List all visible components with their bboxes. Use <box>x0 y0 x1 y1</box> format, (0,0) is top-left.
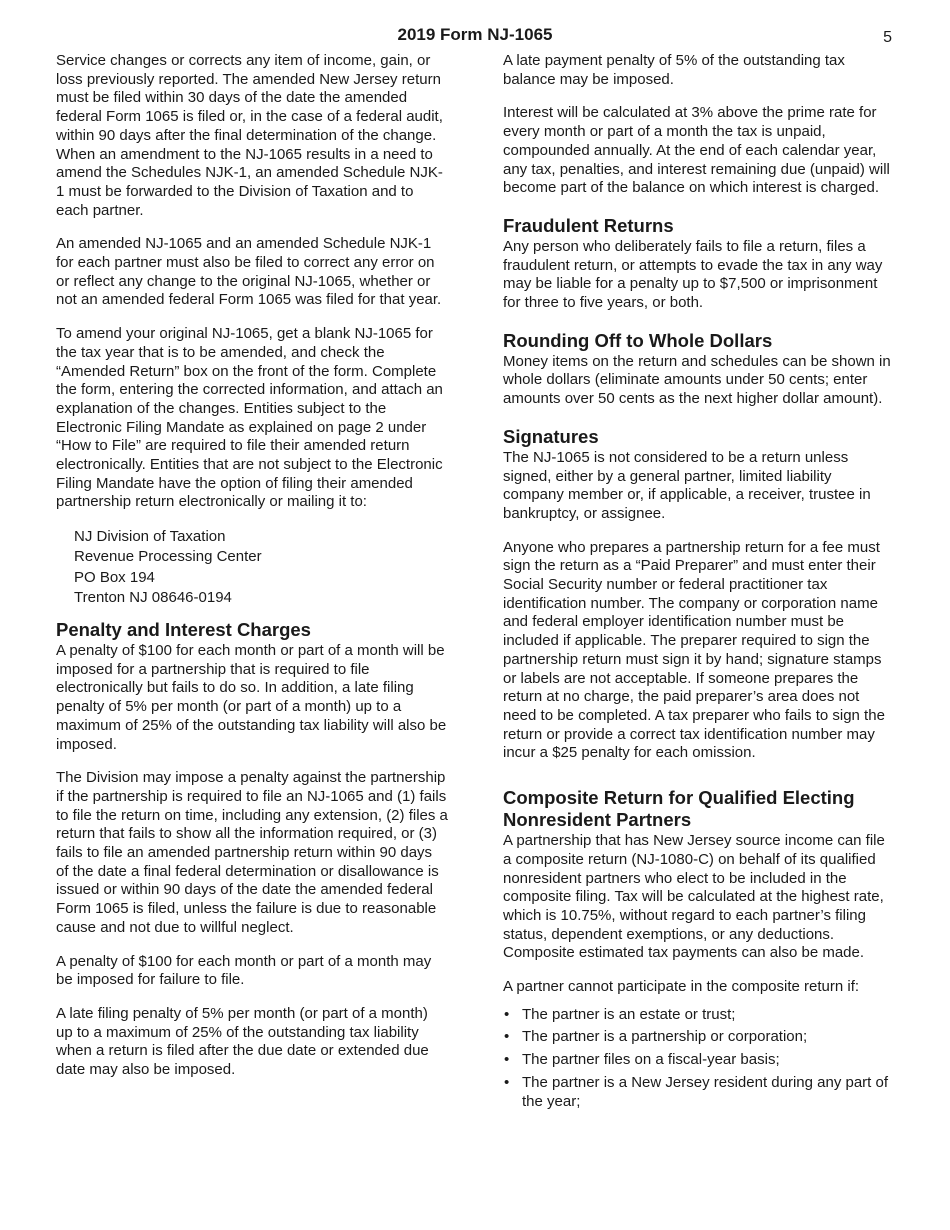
mailing-address <box>74 527 448 608</box>
paragraph-failure-to-file: A penalty of $100 for each month or part of a month may be imposed for failure to file. <box>56 952 432 989</box>
page-title: 2019 Form NJ-1065 <box>397 25 553 44</box>
paragraph-electronic-penalty: A penalty of $100 for each month or part of a month will be imposed for a partnership that is required to file electronically but fails to do so. In addition, a late filing penalty of 5% per month (or part of a month) up to a maximum of 25% of the outstanding tax liability will also be imposed. <box>56 641 447 753</box>
section-heading-composite: Composite Return for Qualified Electing Nonresident Partners <box>503 787 855 831</box>
paragraph-paid-preparer: Anyone who prepares a partnership return for a fee must sign the return as a “Paid Preparer” and must enter their Social Security number or federal practitioner tax identification number. The company or corporation name and federal employer identification number must be included if applicable. The preparer required to sign the partnership return must sign it by hand; signature stamps or labels are not acceptable. If someone prepares the return at no charge, the paid preparer’s area does not need to be completed. A tax preparer who fails to sign the return or provide a correct tax identification number may incur a $25 penalty for each omission. <box>503 538 885 762</box>
list-item: • The partner is a New Jersey resident during any part of the year; <box>503 1074 895 1111</box>
list-item: • The partner files on a fiscal-year basis; <box>503 1051 895 1070</box>
paragraph-composite: A partnership that has New Jersey source income can file a composite return (NJ-1080-C) on behalf of its qualified nonresident partners who elect to be included in the composite filing. Tax will be calculated at the highest rate, which is 10.75%, without regard to each partner’s filing status, dependent exemptions, or any deductions. Composite estimated tax payments can also be made. <box>503 832 885 962</box>
paragraph-late-filing-penalty: A late filing penalty of 5% per month (or part of a month) up to a maximum of 25% of the outstanding tax liability when a return is filed after the due date or extended due date may also be imposed. <box>56 1004 429 1079</box>
list-item: • The partner is a partnership or corporation; <box>503 1028 895 1047</box>
paragraph-division-penalty: The Division may impose a penalty against the partnership if the partnership is required to file an NJ-1065 and (1) fails to file the return on time, including any extension, (2) files a return that fails to show all the information required, or (3) fails to file an amended partnership return within 90 days of the date a final federal determination or disallowance is issued or within 90 days of the date the amended federal Form 1065 is filed, unless the failure is due to reasonable cause and not due to willful neglect. <box>56 769 448 936</box>
paragraph-fraudulent: Any person who deliberately fails to file a return, files a fraudulent return, or attempts to evade the tax in any way may be liable for a penalty up to $7,500 or imprisonment for three to five years, or both. <box>503 237 883 312</box>
left-column <box>56 52 448 1095</box>
section-heading-signatures: Signatures <box>503 425 599 447</box>
paragraph-amended-njk1: An amended NJ-1065 and an amended Schedule NJK-1 for each partner must also be filed to correct any error on or reflect any change to the original NJ-1065, whether or not an amended federal Form 1065 was filed for that year. <box>56 235 442 309</box>
paragraph-signatures: The NJ-1065 is not considered to be a return unless signed, either by a general partner, limited liability company member or, if applicable, a receiver, trustee in bankruptcy, or assignee. <box>503 448 871 522</box>
address-line: Trenton NJ 08646-0194 <box>74 588 232 606</box>
section-heading-fraudulent: Fraudulent Returns <box>503 214 674 236</box>
address-line: NJ Division of Taxation <box>74 528 226 546</box>
address-line: Revenue Processing Center <box>74 548 262 566</box>
paragraph-interest: Interest will be calculated at 3% above the prime rate for every month or part of a month the tax is unpaid, compounded annually. At the end of each calendar year, any tax, penalties, and interest remaining due (unpaid) will become part of the balance on which interest is charged. <box>503 104 890 197</box>
right-column <box>503 52 895 1115</box>
paragraph-amended-return-intro: Service changes or corrects any item of income, gain, or loss previously reported. The amended New Jersey return must be filed within 30 days of the date the amended federal Form 1065 is filed or, in the case of a federal audit, within 90 days after the final determination of the change. When an amendment to the NJ-1065 results in a need to amend the Schedules NJK-1, an amended Schedule NJK-1 must be forwarded to the Division of Taxation and to each partner. <box>56 52 443 219</box>
section-heading-penalty: Penalty and Interest Charges <box>56 618 311 640</box>
list-item: • The partner is an estate or trust; <box>503 1006 895 1025</box>
address-line: PO Box 194 <box>74 568 155 586</box>
paragraph-how-to-amend: To amend your original NJ-1065, get a blank NJ-1065 for the tax year that is to be amended, and check the “Amended Return” box on the front of the form. Complete the form, entering the corrected information, and attach an explanation of the changes. Entities subject to the Electronic Filing Mandate as explained on page 2 under “How to File” are required to file their amended return electronically. Entities that are not subject to the Electronic Filing Mandate have the option of filing their amended partnership return electronically or mailing it to: <box>56 325 443 511</box>
paragraph-cannot-participate: A partner cannot participate in the composite return if: <box>503 978 860 996</box>
paragraph-late-payment-penalty: A late payment penalty of 5% of the outstanding tax balance may be imposed. <box>503 52 845 88</box>
bullet-list <box>503 1006 895 1112</box>
page-number: 5 <box>883 29 892 46</box>
section-heading-rounding: Rounding Off to Whole Dollars <box>503 329 773 351</box>
paragraph-rounding: Money items on the return and schedules can be shown in whole dollars (eliminate amounts under 50 cents; enter amounts over 50 cents as the next higher dollar amount). <box>503 352 891 408</box>
